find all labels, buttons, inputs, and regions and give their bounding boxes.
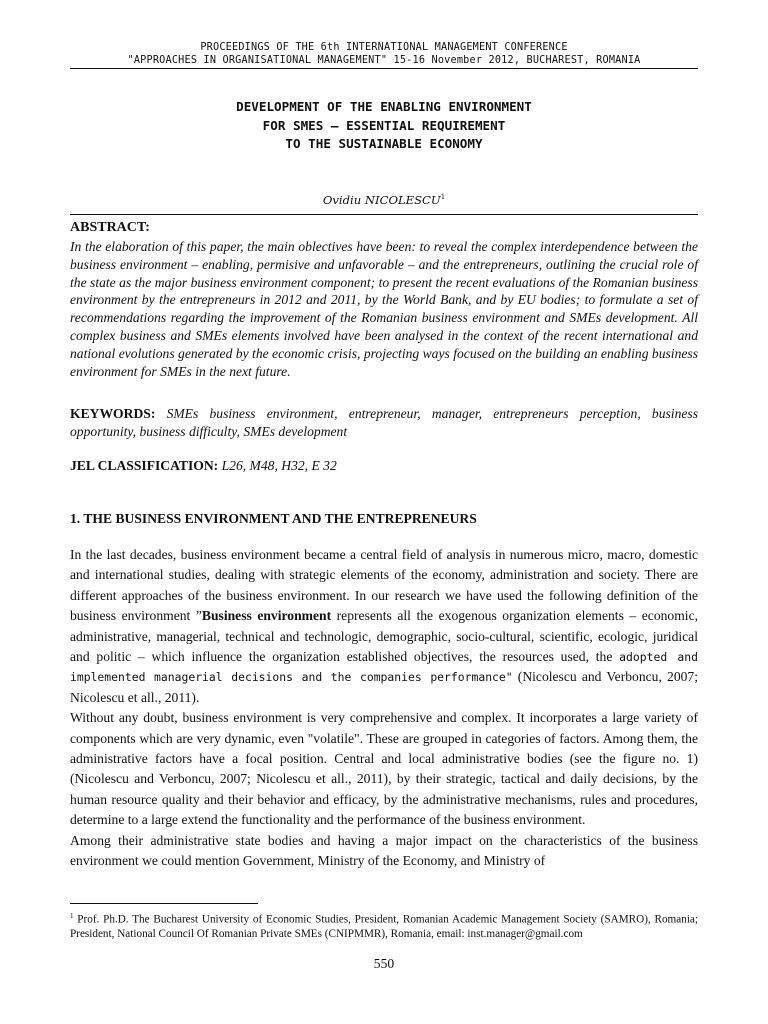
abstract-divider — [70, 214, 698, 215]
definition-term: Business environment — [201, 608, 332, 624]
jel-label: JEL CLASSIFICATION: — [70, 458, 219, 473]
paper-title — [100, 98, 668, 154]
title-line-3: TO THE SUSTAINABLE ECONOMY — [285, 136, 483, 151]
keywords-label: KEYWORDS: — [70, 406, 156, 421]
title-line-2: FOR SMES – ESSENTIAL REQUIREMENT — [262, 117, 506, 133]
paragraph-1-part-b: represents all the exogenous organization elements – economic, administrative, managerial, technical and technologic, demographic, socio-cultural, scientific, ecologic, juridical and politic – which influence the organization established objectives, the resources used, the — [70, 608, 698, 665]
paragraph-1-mono-part: adopted and implemented managerial decisions and the companies performance" — [70, 650, 698, 685]
author-line — [100, 193, 668, 207]
paragraph-1 — [70, 545, 698, 708]
running-header-line-2: "APPROACHES IN ORGANISATIONAL MANAGEMENT" 15-16 November 2012, BUCHAREST, ROMANIA — [127, 55, 641, 66]
title-line-1: DEVELOPMENT OF THE ENABLING ENVIRONMENT — [236, 99, 532, 114]
jel-classification — [70, 458, 698, 474]
paragraph-2: Without any doubt, business environment is very comprehensive and complex. It incorporates a large variety of components which are very dynamic, even "volatile". These are grouped in categories of factors. Among them, the administrative factors have a focal position. Central and local administrative bodies (see the figure no. 1) (Nicolescu and Verboncu, 2007; Nicolescu et all., 2011), by their strategic, tactical and daily decisions, by the human resource quality and their behavior and efficacy, by the administrative mechanisms, rules and procedures, determine to a large extend the functionality and the performance of the business environment. — [70, 710, 698, 828]
section-body — [70, 545, 698, 872]
header-divider — [70, 68, 698, 69]
abstract-text: In the elaboration of this paper, the main oblectives have been: to reveal the complex interdependence between the business environment – enabling, permisive and unfavorable – and the entrepreneurs, outlining the crucial role of the state as the major business environment component; to present the recent evaluations of the Romanian business environment by the entrepreneurs in 2012 and 2011, by the World Bank, and by EU bodies; to formulate a set of recommendations regarding the improvement of the Romanian business environment and SMEs development. All complex business and SMEs elements involved have been analysed in the context of the recent international and national evolutions generated by the economic crisis, projecting ways focused on the building an enabling business environment for SMEs in the next future. — [70, 239, 698, 379]
footnote-text: Prof. Ph.D. The Bucharest University of Economic Studies, President, Romanian Academic Management Society (SAMRO), Romania; President, National Council Of Romanian Private SMEs (CNIPMMR), Romania, email: inst.manager@gmail.com — [70, 913, 698, 940]
paragraph-1-part-a: In the last decades, business environment became a central field of analysis in numerous micro, macro, domestic and international studies, dealing with strategic elements of the economy, administration and society. There are different approaches of the business environment. In our research we have used the following definition of the business environment ” — [70, 547, 698, 624]
jel-codes: L26, M48, H32, E 32 — [221, 458, 337, 473]
page-number: 550 — [373, 956, 395, 971]
author-name: Ovidiu NICOLESCU — [322, 193, 441, 207]
footnote-divider — [70, 903, 258, 904]
abstract-heading: ABSTRACT: — [70, 220, 150, 235]
keywords — [70, 405, 698, 441]
paragraph-1-part-c: (Nicolescu and Verboncu, 2007; Nicolescu et all., 2011). — [70, 669, 698, 705]
footnote — [70, 909, 698, 941]
paragraph-3: Among their administrative state bodies and having a major impact on the characteristics of the business environment we could mention Government, Ministry of the Economy, and Ministry of — [70, 832, 698, 869]
author-footnote-mark: 1 — [440, 193, 446, 202]
running-header-line-1: PROCEEDINGS OF THE 6th INTERNATIONAL MANAGEMENT CONFERENCE — [200, 42, 568, 53]
section-heading: 1. THE BUSINESS ENVIRONMENT AND THE ENTREPRENEURS — [70, 511, 477, 526]
keywords-text: SMEs business environment, entrepreneur, manager, entrepreneurs perception, business opportunity, business difficulty, SMEs development — [70, 406, 698, 439]
footnote-mark: 1 — [70, 912, 74, 920]
